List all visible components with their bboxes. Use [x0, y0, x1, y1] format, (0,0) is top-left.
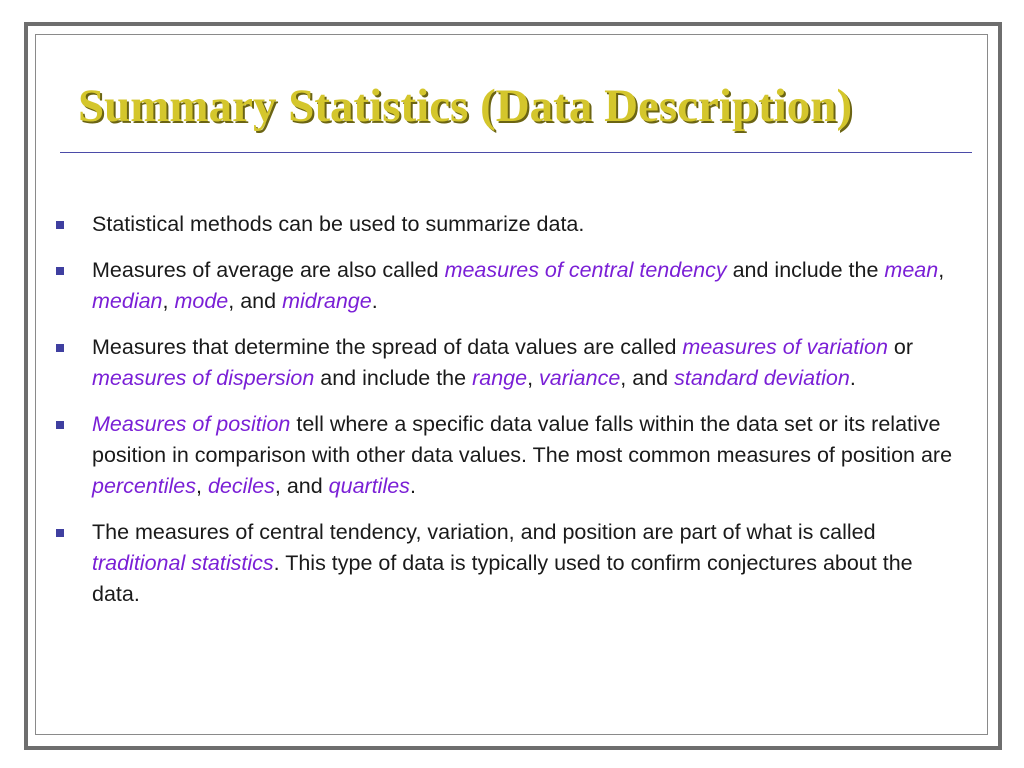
title-divider — [60, 152, 972, 153]
key-term: Measures of position — [92, 412, 291, 436]
bullet-text: The measures of central tendency, variation, and position are part of what is called — [92, 520, 876, 544]
bullet-text: Measures that determine the spread of data values are called — [92, 335, 683, 359]
bullet-text: tell where a specific data value falls within the data set or its relative position in comparison with other data values. The most common measures of position are — [92, 412, 953, 467]
bullet-text: . — [371, 289, 378, 313]
bullet-text: and include the — [314, 366, 473, 390]
bullet-text: Statistical methods can be used to summarize data. — [92, 212, 585, 236]
key-term: measures of variation — [682, 335, 888, 359]
key-term: percentiles — [92, 474, 196, 498]
bullet-text: or — [887, 335, 914, 359]
bullet-item-2 — [50, 255, 960, 317]
key-term: quartiles — [328, 474, 410, 498]
square-bullet-icon — [56, 267, 64, 275]
key-term: deciles — [207, 474, 275, 498]
key-term: mode — [174, 289, 229, 313]
bullet-text: , and — [274, 474, 329, 498]
key-term: variance — [539, 366, 621, 390]
key-term: traditional statistics — [92, 551, 274, 575]
key-term: measures of dispersion — [92, 366, 315, 390]
bullet-item-3 — [50, 332, 960, 394]
square-bullet-icon — [56, 421, 64, 429]
square-bullet-icon — [56, 221, 64, 229]
bullet-text: Measures of average are also called — [92, 258, 445, 282]
key-term: range — [472, 366, 528, 390]
bullet-text: , — [938, 258, 945, 282]
bullet-item-5 — [50, 517, 960, 610]
bullet-item-1 — [50, 209, 960, 240]
bullet-text: , — [527, 366, 540, 390]
bullet-text: and include the — [726, 258, 885, 282]
bullet-item-4 — [50, 409, 960, 502]
key-term: midrange — [282, 289, 372, 313]
key-term: median — [92, 289, 163, 313]
key-term: mean — [884, 258, 939, 282]
bullet-text: , and — [228, 289, 283, 313]
bullet-text: . — [409, 474, 416, 498]
bullet-text: . — [849, 366, 856, 390]
bullet-text: , — [162, 289, 175, 313]
square-bullet-icon — [56, 344, 64, 352]
key-term: measures of central tendency — [444, 258, 727, 282]
square-bullet-icon — [56, 529, 64, 537]
slide-title: Summary Statistics (Data Description) — [78, 80, 853, 132]
key-term: standard deviation — [674, 366, 850, 390]
bullet-text: . This type of data is typically used to confirm conjectures about the data. — [92, 551, 913, 606]
bullet-text: , — [195, 474, 208, 498]
bullet-text: , and — [620, 366, 675, 390]
bullet-list — [50, 209, 960, 625]
